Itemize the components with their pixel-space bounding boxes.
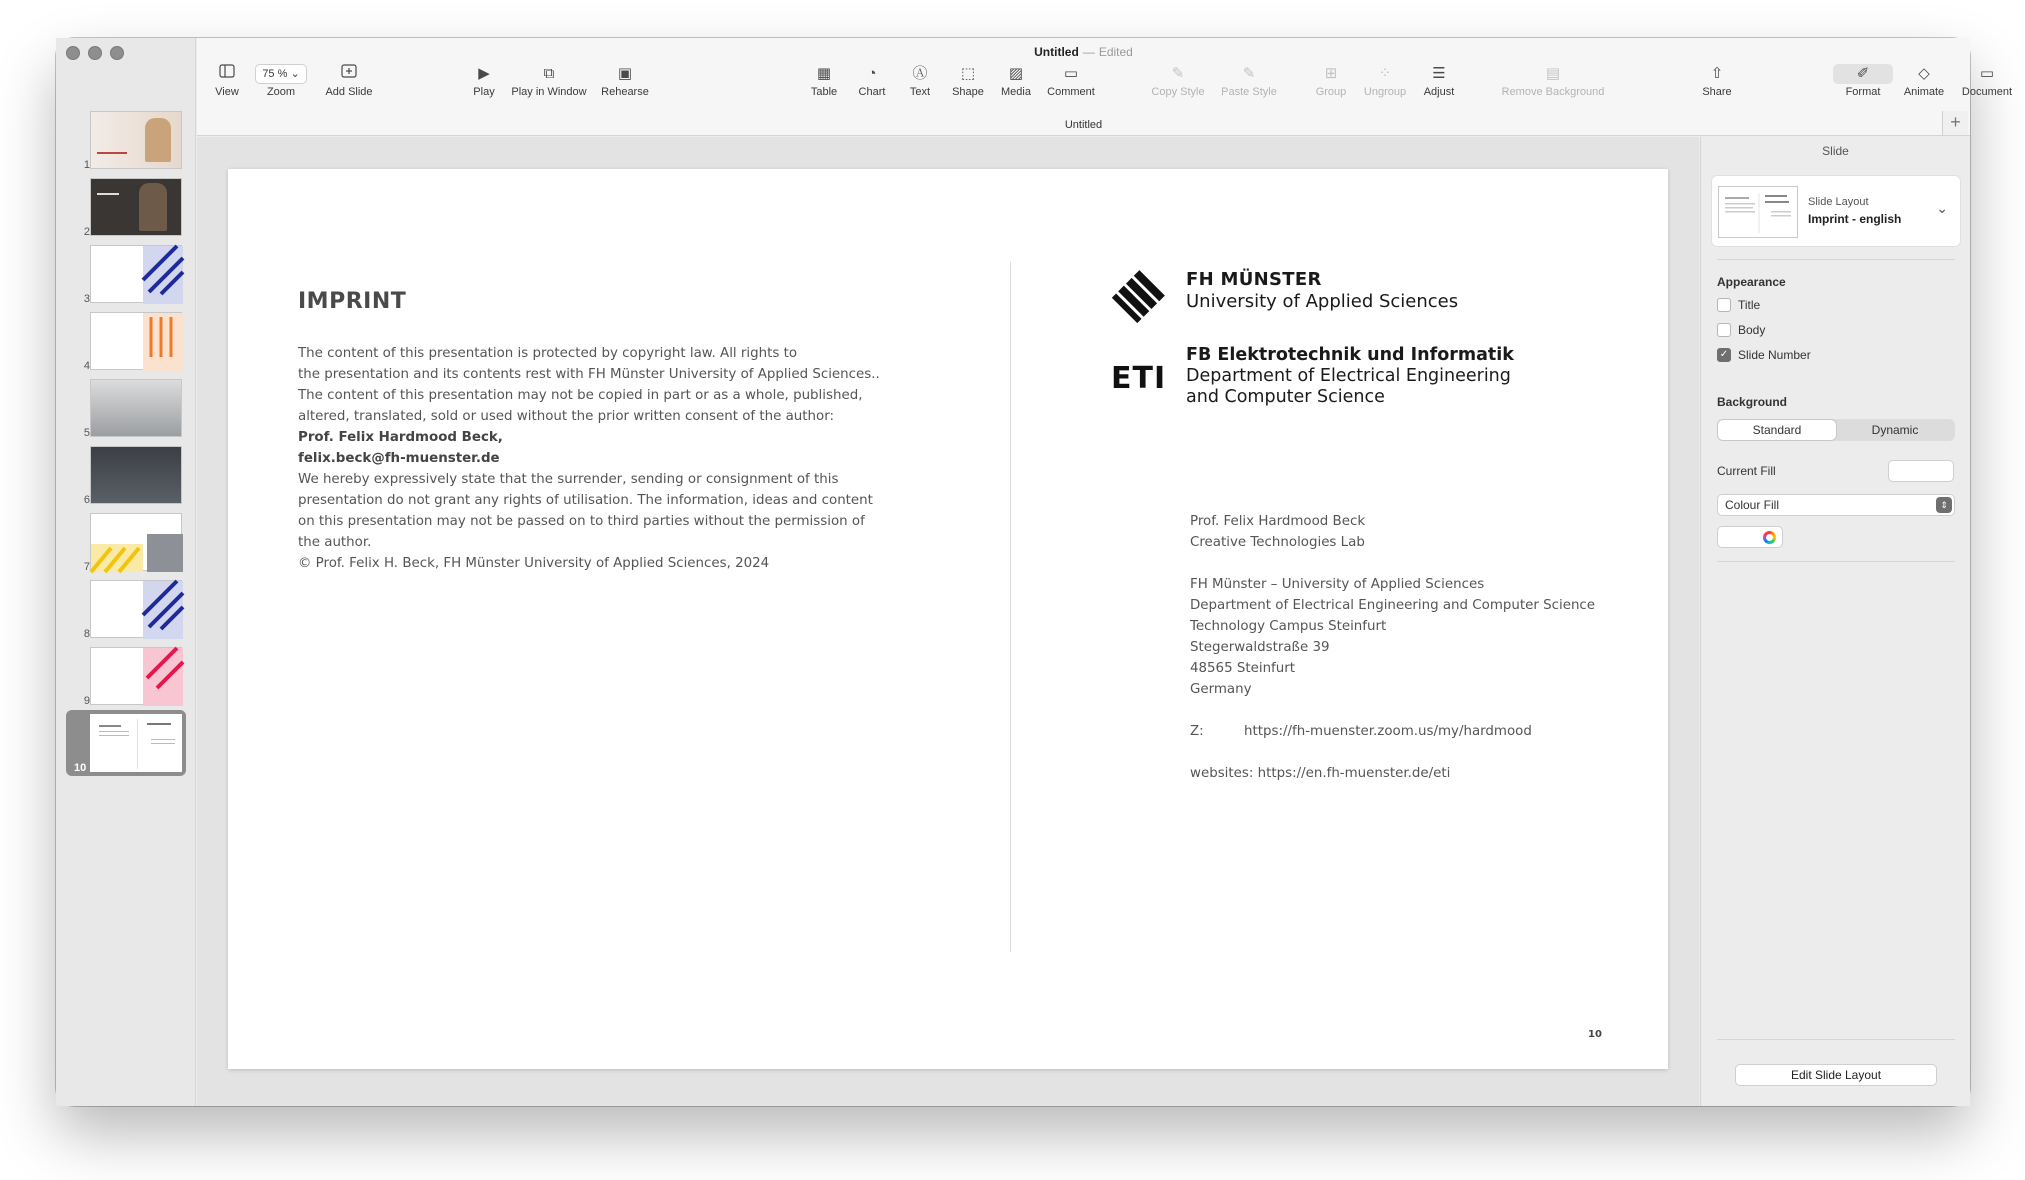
comment-label: Comment [1047, 86, 1095, 98]
checkmark-icon: ✓ [1719, 349, 1729, 360]
title-checkbox-row[interactable] [1717, 298, 1760, 312]
slide-thumbnail-8[interactable] [56, 580, 196, 642]
remove-background-button[interactable] [1495, 64, 1611, 98]
slide-thumbnail-10[interactable] [66, 710, 186, 776]
fh-muenster-logo [1108, 267, 1168, 331]
title-checkbox[interactable] [1717, 298, 1731, 312]
chart-button[interactable] [855, 64, 889, 98]
sliders-icon: ☰ [1432, 65, 1446, 82]
shape-button[interactable] [949, 64, 987, 98]
contact-organization: FH Münster – University of Applied Sciences [1190, 577, 1485, 592]
fill-type-select[interactable] [1717, 494, 1955, 516]
table-button[interactable] [807, 64, 841, 98]
sidebar-icon [209, 64, 245, 84]
adjust-button[interactable] [1419, 64, 1459, 98]
copyright-notice[interactable]: © Prof. Felix H. Beck, FH Münster University of Applied Sciences, 2024 [298, 556, 770, 571]
copyright-line-1: The content of this presentation is protected by copyright law. All rights to [298, 346, 798, 361]
slide-navigator [56, 38, 196, 1106]
zoom-url: https://fh-muenster.zoom.us/my/hardmood [1244, 724, 1532, 739]
slide-number: 10 [1588, 1029, 1602, 1040]
rehearse-icon: ▣ [617, 65, 633, 82]
rehearse-button[interactable] [597, 64, 653, 98]
rights-line-4: the author. [298, 535, 372, 550]
rehearse-label: Rehearse [601, 86, 649, 98]
department-name[interactable] [1186, 345, 1514, 408]
zoom-line [1190, 721, 1595, 742]
author-name: Prof. Felix Hardmood Beck, [298, 430, 503, 445]
contact-block[interactable] [1190, 511, 1595, 784]
slide-thumbnail-7[interactable] [56, 513, 196, 575]
group-button[interactable] [1311, 64, 1351, 98]
chevron-down-icon: ⌄ [290, 68, 300, 80]
copyright-paragraph[interactable] [298, 343, 898, 385]
section-divider [1717, 561, 1955, 562]
consent-paragraph[interactable] [298, 385, 898, 427]
zoom-label-text: Z: [1190, 724, 1204, 739]
media-label: Media [1001, 86, 1031, 98]
brush-icon: ✎ [1242, 65, 1256, 82]
slide-thumbnail-number: 7 [83, 561, 90, 573]
ungroup-button[interactable] [1359, 64, 1411, 98]
contact-department: Department of Electrical Engineering and Computer Science [1190, 598, 1596, 613]
slide-thumbnail-4[interactable] [56, 312, 196, 374]
share-label: Share [1702, 86, 1732, 98]
slide-number-checkbox[interactable] [1717, 348, 1731, 362]
add-slide-button[interactable] [319, 64, 379, 98]
table-label: Table [810, 86, 838, 98]
department-english-line-1: Department of Electrical Engineering [1186, 366, 1511, 386]
appearance-heading: Appearance [1717, 275, 1786, 289]
shape-icon: ⬚ [960, 65, 976, 82]
shape-label: Shape [952, 86, 984, 98]
text-button[interactable] [903, 64, 937, 98]
slide-thumbnail-number: 9 [83, 695, 90, 707]
animate-label: Animate [1903, 86, 1945, 98]
slide-thumbnail-number: 8 [83, 628, 90, 640]
current-fill-swatch[interactable] [1888, 460, 1954, 482]
section-divider [1717, 259, 1955, 260]
fh-muenster-subtitle: University of Applied Sciences [1186, 291, 1459, 312]
inspector-header: Slide [1822, 144, 1849, 158]
slide-thumbnail-5[interactable] [56, 379, 196, 441]
window-controls [66, 46, 124, 60]
share-button[interactable] [1699, 64, 1735, 98]
group-icon: ⊞ [1324, 65, 1338, 82]
document-icon: ▭ [1979, 65, 1995, 82]
close-window-button[interactable] [66, 46, 80, 60]
paste-style-button[interactable] [1217, 64, 1281, 98]
ungroup-label: Ungroup [1363, 86, 1407, 98]
color-well[interactable] [1717, 526, 1783, 548]
slide-thumbnail-number: 2 [83, 226, 90, 238]
department-english-line-2: and Computer Science [1186, 387, 1385, 407]
slide-thumbnail-number: 6 [83, 494, 90, 506]
media-button[interactable] [997, 64, 1035, 98]
slide-thumbnail-number: 4 [83, 360, 90, 372]
slide-thumbnail-3[interactable] [56, 245, 196, 307]
contact-name: Prof. Felix Hardmood Beck [1190, 514, 1366, 529]
minimize-window-button[interactable] [88, 46, 102, 60]
ungroup-icon: ⁘ [1378, 65, 1392, 82]
window-title [197, 45, 1970, 59]
slide-number-checkbox-label: Slide Number [1738, 348, 1811, 362]
slide-thumbnail-image [90, 379, 182, 437]
slide-thumbnail-number: 3 [83, 293, 90, 305]
copy-style-button[interactable] [1147, 64, 1209, 98]
edited-status: Edited [1098, 45, 1133, 59]
fh-muenster-name[interactable] [1186, 269, 1458, 313]
website-line: websites: https://en.fh-muenster.de/eti [1190, 766, 1451, 781]
background-mode-control[interactable] [1717, 419, 1955, 441]
slide-thumbnail-image [90, 714, 182, 772]
contact-lab: Creative Technologies Lab [1190, 535, 1365, 550]
zoom-label: Zoom [266, 86, 296, 98]
keynote-window [56, 38, 2013, 1106]
dynamic-segment[interactable]: Dynamic [1871, 423, 1919, 437]
contact-country: Germany [1190, 682, 1252, 697]
author-email: felix.beck@fh-muenster.de [298, 451, 500, 466]
add-slide-icon [319, 64, 379, 84]
format-label: Format [1845, 86, 1881, 98]
adjust-label: Adjust [1423, 86, 1455, 98]
slide-thumbnail-image [90, 647, 182, 705]
slide-layout-name: Imprint - english [1808, 212, 1902, 226]
media-icon: ▨ [1008, 65, 1024, 82]
rights-paragraph[interactable] [298, 469, 898, 553]
document-title: Untitled [1034, 45, 1079, 59]
title-checkbox-label: Title [1738, 298, 1761, 312]
chart-label: Chart [858, 86, 886, 98]
play-window-icon: ⧉ [543, 65, 555, 82]
add-slide-label: Add Slide [325, 86, 373, 98]
slide-canvas [197, 137, 1699, 1106]
body-checkbox[interactable] [1717, 323, 1731, 337]
animate-button[interactable] [1897, 64, 1951, 98]
slide-layout-selector[interactable] [1711, 175, 1961, 247]
rights-line-1: We hereby expressively state that the surrender, sending or consignment of this [298, 472, 839, 487]
paste-style-label: Paste Style [1221, 86, 1277, 98]
footer-divider [1717, 1039, 1955, 1040]
remove-background-label: Remove Background [1501, 86, 1605, 98]
slide-10[interactable] [228, 169, 1668, 1069]
body-checkbox-label: Body [1738, 323, 1766, 337]
group-label: Group [1315, 86, 1347, 98]
author-block[interactable] [298, 427, 898, 469]
title-separator: — [1082, 45, 1095, 59]
zoom-value: 75 % [262, 68, 288, 80]
fill-type-value: Colour Fill [1725, 498, 1780, 512]
department-german: FB Elektrotechnik und Informatik [1186, 345, 1514, 365]
text-box-icon: Ⓐ [912, 65, 928, 82]
slide-thumbnail-2[interactable] [56, 178, 196, 240]
slide-thumbnail-image [90, 245, 182, 303]
slide-thumbnail-number: 5 [83, 427, 90, 439]
play-button[interactable] [469, 64, 499, 98]
eti-logo: ETI [1111, 361, 1167, 396]
document-tab-label: Untitled [1064, 119, 1103, 131]
zoom-select[interactable] [255, 64, 306, 84]
paintbrush-icon: ✐ [1833, 64, 1893, 84]
table-icon: ▦ [816, 65, 832, 82]
format-button[interactable] [1831, 64, 1895, 98]
slide-thumbnail-image [90, 446, 182, 504]
imprint-title[interactable]: IMPRINT [298, 289, 407, 314]
consent-line-1: The content of this presentation may not be copied in part or as a whole, published, [298, 388, 863, 403]
new-tab-button[interactable] [1942, 111, 1968, 135]
play-icon: ▶ [478, 65, 490, 82]
slide-thumbnail-image [90, 513, 182, 571]
diamond-icon: ◇ [1918, 65, 1930, 82]
rights-line-3: on this presentation may not be passed on to third parties without the permission of [298, 514, 865, 529]
zoom-button[interactable] [253, 64, 309, 98]
copy-style-label: Copy Style [1151, 86, 1205, 98]
standard-segment[interactable]: Standard [1718, 420, 1836, 440]
current-fill-label: Current Fill [1717, 464, 1776, 478]
chart-icon: ◔ [867, 65, 877, 82]
fh-muenster-title: FH MÜNSTER [1186, 269, 1322, 290]
share-icon: ⇧ [1710, 65, 1724, 82]
play-label: Play [473, 86, 495, 98]
document-button[interactable] [1957, 64, 2017, 98]
contact-campus: Technology Campus Steinfurt [1190, 619, 1387, 634]
chevron-down-icon[interactable]: ⌄ [1936, 200, 1948, 216]
contact-street: Stegerwaldstraße 39 [1190, 640, 1330, 655]
slide-number-checkbox-row[interactable] [1717, 348, 1811, 362]
slide-thumbnail-image [90, 178, 182, 236]
format-inspector [1700, 137, 1970, 1106]
slide-thumbnail-6[interactable] [56, 446, 196, 508]
play-in-window-button[interactable] [507, 64, 591, 98]
slide-thumbnail-image [90, 580, 182, 638]
updown-chevron-icon: ⇕ [1936, 497, 1952, 513]
slide-thumbnail-number: 10 [74, 762, 87, 774]
edit-slide-layout-button[interactable]: Edit Slide Layout [1735, 1064, 1937, 1086]
slide-thumbnail-9[interactable] [56, 647, 196, 709]
text-label: Text [909, 86, 931, 98]
body-checkbox-row[interactable] [1717, 323, 1765, 337]
copyright-line-2: the presentation and its contents rest with FH Münster University of Applied Sciences.. [298, 367, 880, 382]
brush-icon: ✎ [1171, 65, 1185, 82]
layout-thumbnail [1718, 186, 1798, 238]
document-tab[interactable] [197, 119, 1970, 131]
slide-thumbnail-1[interactable] [56, 111, 196, 173]
view-label: View [215, 86, 239, 98]
slide-layout-label: Slide Layout [1808, 196, 1869, 208]
document-label: Document [1961, 86, 2013, 98]
view-button[interactable] [209, 64, 245, 98]
consent-line-2: altered, translated, sold or used without the prior written consent of the author: [298, 409, 835, 424]
slide-thumbnail-image [90, 312, 182, 370]
background-heading: Background [1717, 395, 1788, 409]
contact-city: 48565 Steinfurt [1190, 661, 1296, 676]
toolbar [197, 38, 2013, 136]
slide-thumbnail-image [90, 111, 182, 169]
comment-button[interactable] [1043, 64, 1099, 98]
comment-icon: ▭ [1063, 65, 1079, 82]
vertical-divider [1010, 262, 1011, 952]
plus-icon: + [1950, 112, 1961, 132]
remove-background-icon: ▤ [1545, 65, 1561, 82]
slide-thumbnail-number: 1 [83, 159, 90, 171]
color-wheel-icon[interactable] [1763, 531, 1776, 544]
current-fill-row [1717, 464, 1776, 478]
rights-line-2: presentation do not grant any rights of utilisation. The information, ideas and content [298, 493, 873, 508]
zoom-window-button[interactable] [110, 46, 124, 60]
play-in-window-label: Play in Window [511, 86, 587, 98]
